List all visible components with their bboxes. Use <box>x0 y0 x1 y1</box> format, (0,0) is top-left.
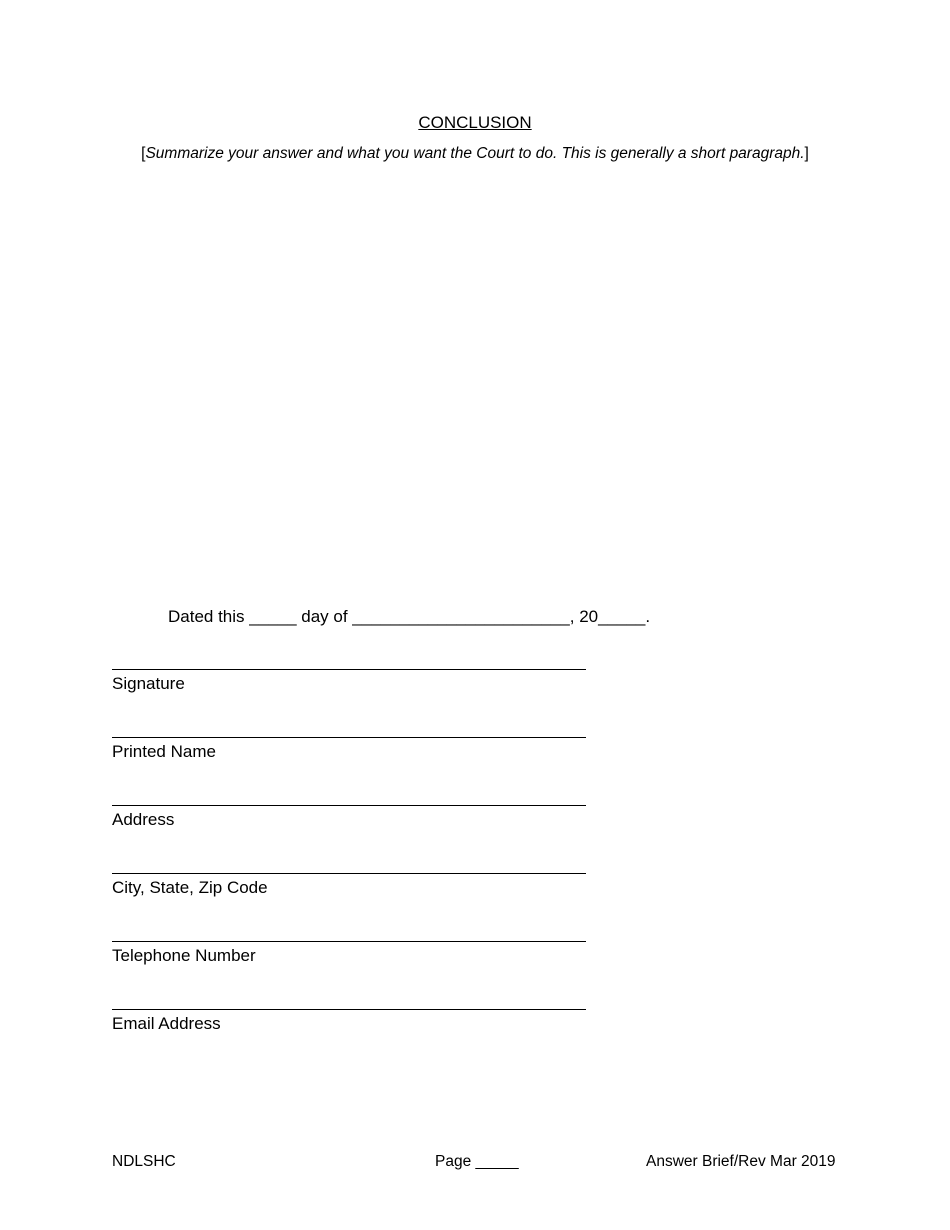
signature-line[interactable] <box>112 669 586 670</box>
email-line[interactable] <box>112 1009 586 1010</box>
printed-name-field <box>112 737 586 762</box>
signature-field <box>112 669 586 694</box>
telephone-label: Telephone Number <box>112 946 256 965</box>
instruction-text <box>0 145 950 163</box>
city-state-zip-line[interactable] <box>112 873 586 874</box>
address-field <box>112 805 586 830</box>
address-label: Address <box>112 810 175 829</box>
signature-label: Signature <box>112 674 185 693</box>
address-line[interactable] <box>112 805 586 806</box>
email-field <box>112 1009 586 1034</box>
telephone-line[interactable] <box>112 941 586 942</box>
instruction-open-bracket: [ <box>141 145 146 162</box>
footer-organization: NDLSHC <box>112 1153 176 1170</box>
email-label: Email Address <box>112 1014 221 1033</box>
printed-name-line[interactable] <box>112 737 586 738</box>
section-heading: CONCLUSION <box>418 113 532 132</box>
city-state-zip-field <box>112 873 586 898</box>
printed-name-label: Printed Name <box>112 742 216 761</box>
dated-line: Dated this _____ day of _______________________, 20_____. <box>168 607 651 626</box>
city-state-zip-label: City, State, Zip Code <box>112 878 268 897</box>
instruction-close-bracket: ] <box>804 145 809 162</box>
footer-page-number: Page _____ <box>435 1153 519 1170</box>
telephone-field <box>112 941 586 966</box>
footer-document-revision: Answer Brief/Rev Mar 2019 <box>646 1153 836 1170</box>
instruction-body: Summarize your answer and what you want the Court to do. This is generally a short paragraph. <box>145 145 805 162</box>
